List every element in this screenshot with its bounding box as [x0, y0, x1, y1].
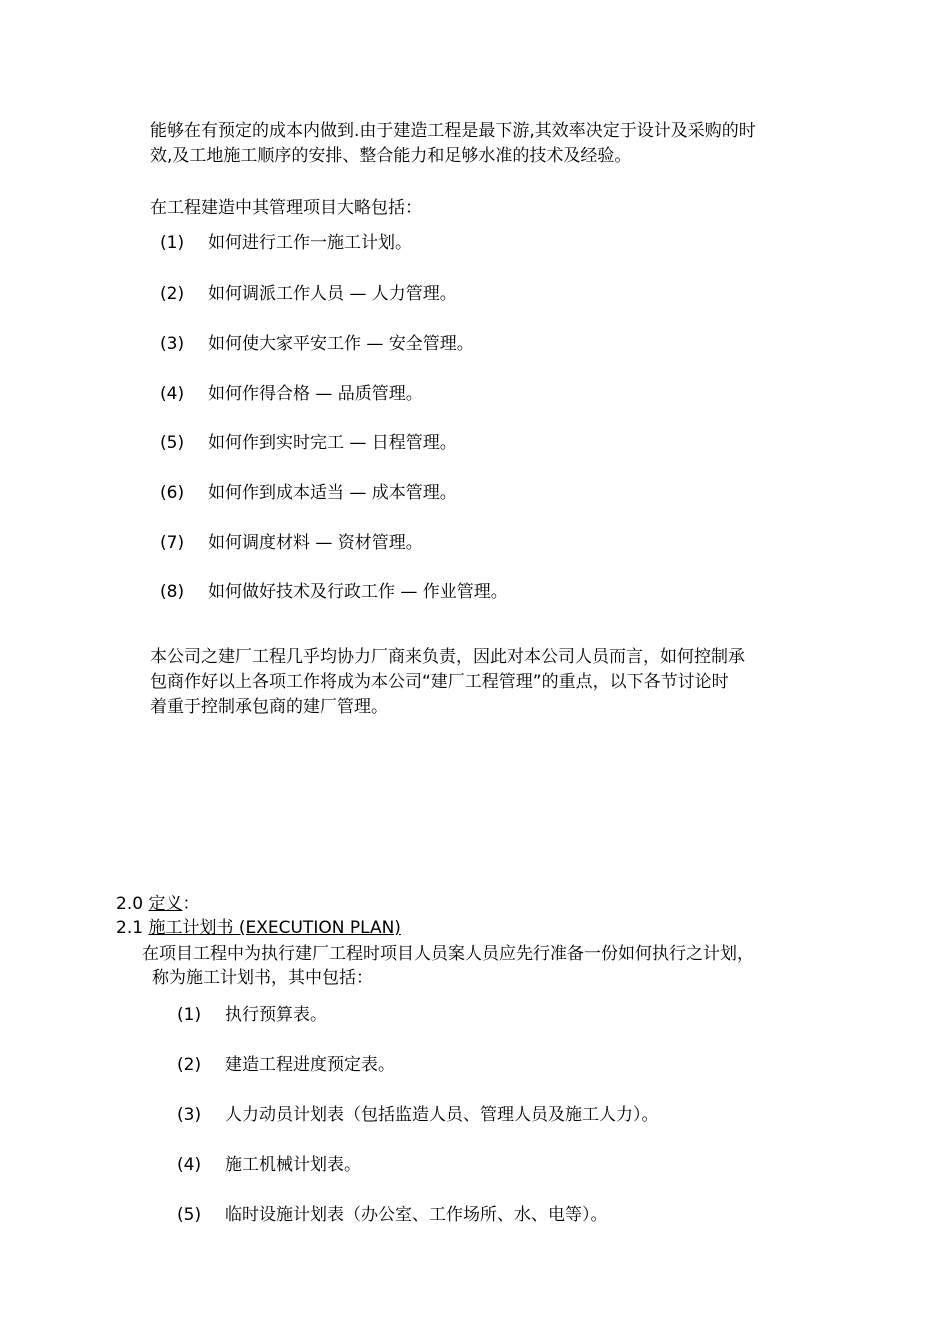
item-number: (7) — [160, 533, 185, 553]
subsection-heading — [116, 916, 401, 941]
item-text: 如何作得合格 — 品质管理。 — [208, 384, 423, 404]
management-item — [160, 332, 474, 357]
item-number: (1) — [160, 233, 185, 253]
intro-line-1: 能够在有预定的成本内做到.由于建造工程是最下游,其效率决定于设计及采购的时 — [150, 121, 756, 141]
management-item — [160, 531, 423, 556]
item-number: (5) — [160, 433, 185, 453]
plan-line-2: 称为施工计划书，其中包括： — [152, 968, 373, 988]
item-text: 如何使大家平安工作 — 安全管理。 — [208, 334, 474, 354]
intro-line-2: 效,及工地施工顺序的安排、整合能力和足够水准的技术及经验。 — [150, 146, 632, 166]
management-item — [160, 231, 412, 256]
item-text: 施工机械计划表。 — [225, 1155, 361, 1175]
item-text: 执行预算表。 — [225, 1005, 327, 1025]
plan-item — [177, 1203, 608, 1228]
company-line-3: 着重于控制承包商的建厂管理。 — [150, 697, 388, 717]
plan-item — [177, 1053, 395, 1078]
item-text: 如何调度材料 — 资材管理。 — [208, 533, 423, 553]
intro-paragraph — [150, 119, 840, 169]
section-heading — [116, 892, 199, 917]
item-text: 如何调派工作人员 — 人力管理。 — [208, 284, 457, 304]
plan-item — [177, 1003, 327, 1028]
management-item — [160, 481, 457, 506]
subsection-number: 2.1 — [116, 918, 144, 938]
item-text: 临时设施计划表（办公室、工作场所、水、电等）。 — [225, 1205, 608, 1225]
plan-item — [177, 1103, 659, 1128]
subsection-title: 施工计划书 (EXECUTION PLAN) — [148, 918, 401, 938]
item-number: (2) — [177, 1055, 202, 1075]
section-title: 定义 — [148, 894, 183, 914]
item-number: (8) — [160, 582, 185, 602]
item-number: (4) — [160, 384, 185, 404]
item-text: 如何作到成本适当 — 成本管理。 — [208, 483, 457, 503]
plan-line-1: 在项目工程中为执行建厂工程时项目人员案人员应先行准备一份如何执行之计划， — [142, 944, 754, 964]
item-text: 建造工程进度预定表。 — [225, 1055, 395, 1075]
section-number: 2.0 — [116, 894, 144, 914]
item-text: 如何做好技术及行政工作 — 作业管理。 — [208, 582, 508, 602]
item-text: 如何进行工作一施工计划。 — [208, 233, 412, 253]
plan-item — [177, 1153, 361, 1178]
item-number: (6) — [160, 483, 185, 503]
company-line-2: 包商作好以上各项工作将成为本公司“建厂工程管理”的重点，以下各节讨论时 — [150, 672, 729, 692]
item-text: 人力动员计划表（包括监造人员、管理人员及施工人力）。 — [225, 1105, 659, 1125]
item-number: (3) — [177, 1105, 202, 1125]
item-number: (1) — [177, 1005, 202, 1025]
management-item — [160, 431, 457, 456]
item-number: (5) — [177, 1205, 202, 1225]
company-line-1: 本公司之建厂工程几乎均协力厂商来负责，因此对本公司人员而言，如何控制承 — [150, 647, 745, 667]
management-item — [160, 282, 457, 307]
item-number: (4) — [177, 1155, 202, 1175]
item-number: (3) — [160, 334, 185, 354]
section-colon: ： — [182, 894, 200, 914]
management-item — [160, 580, 508, 605]
item-text: 如何作到实时完工 — 日程管理。 — [208, 433, 457, 453]
company-paragraph — [150, 645, 840, 720]
item-number: (2) — [160, 284, 185, 304]
management-heading: 在工程建造中其管理项目大略包括： — [150, 198, 422, 218]
management-item — [160, 382, 423, 407]
